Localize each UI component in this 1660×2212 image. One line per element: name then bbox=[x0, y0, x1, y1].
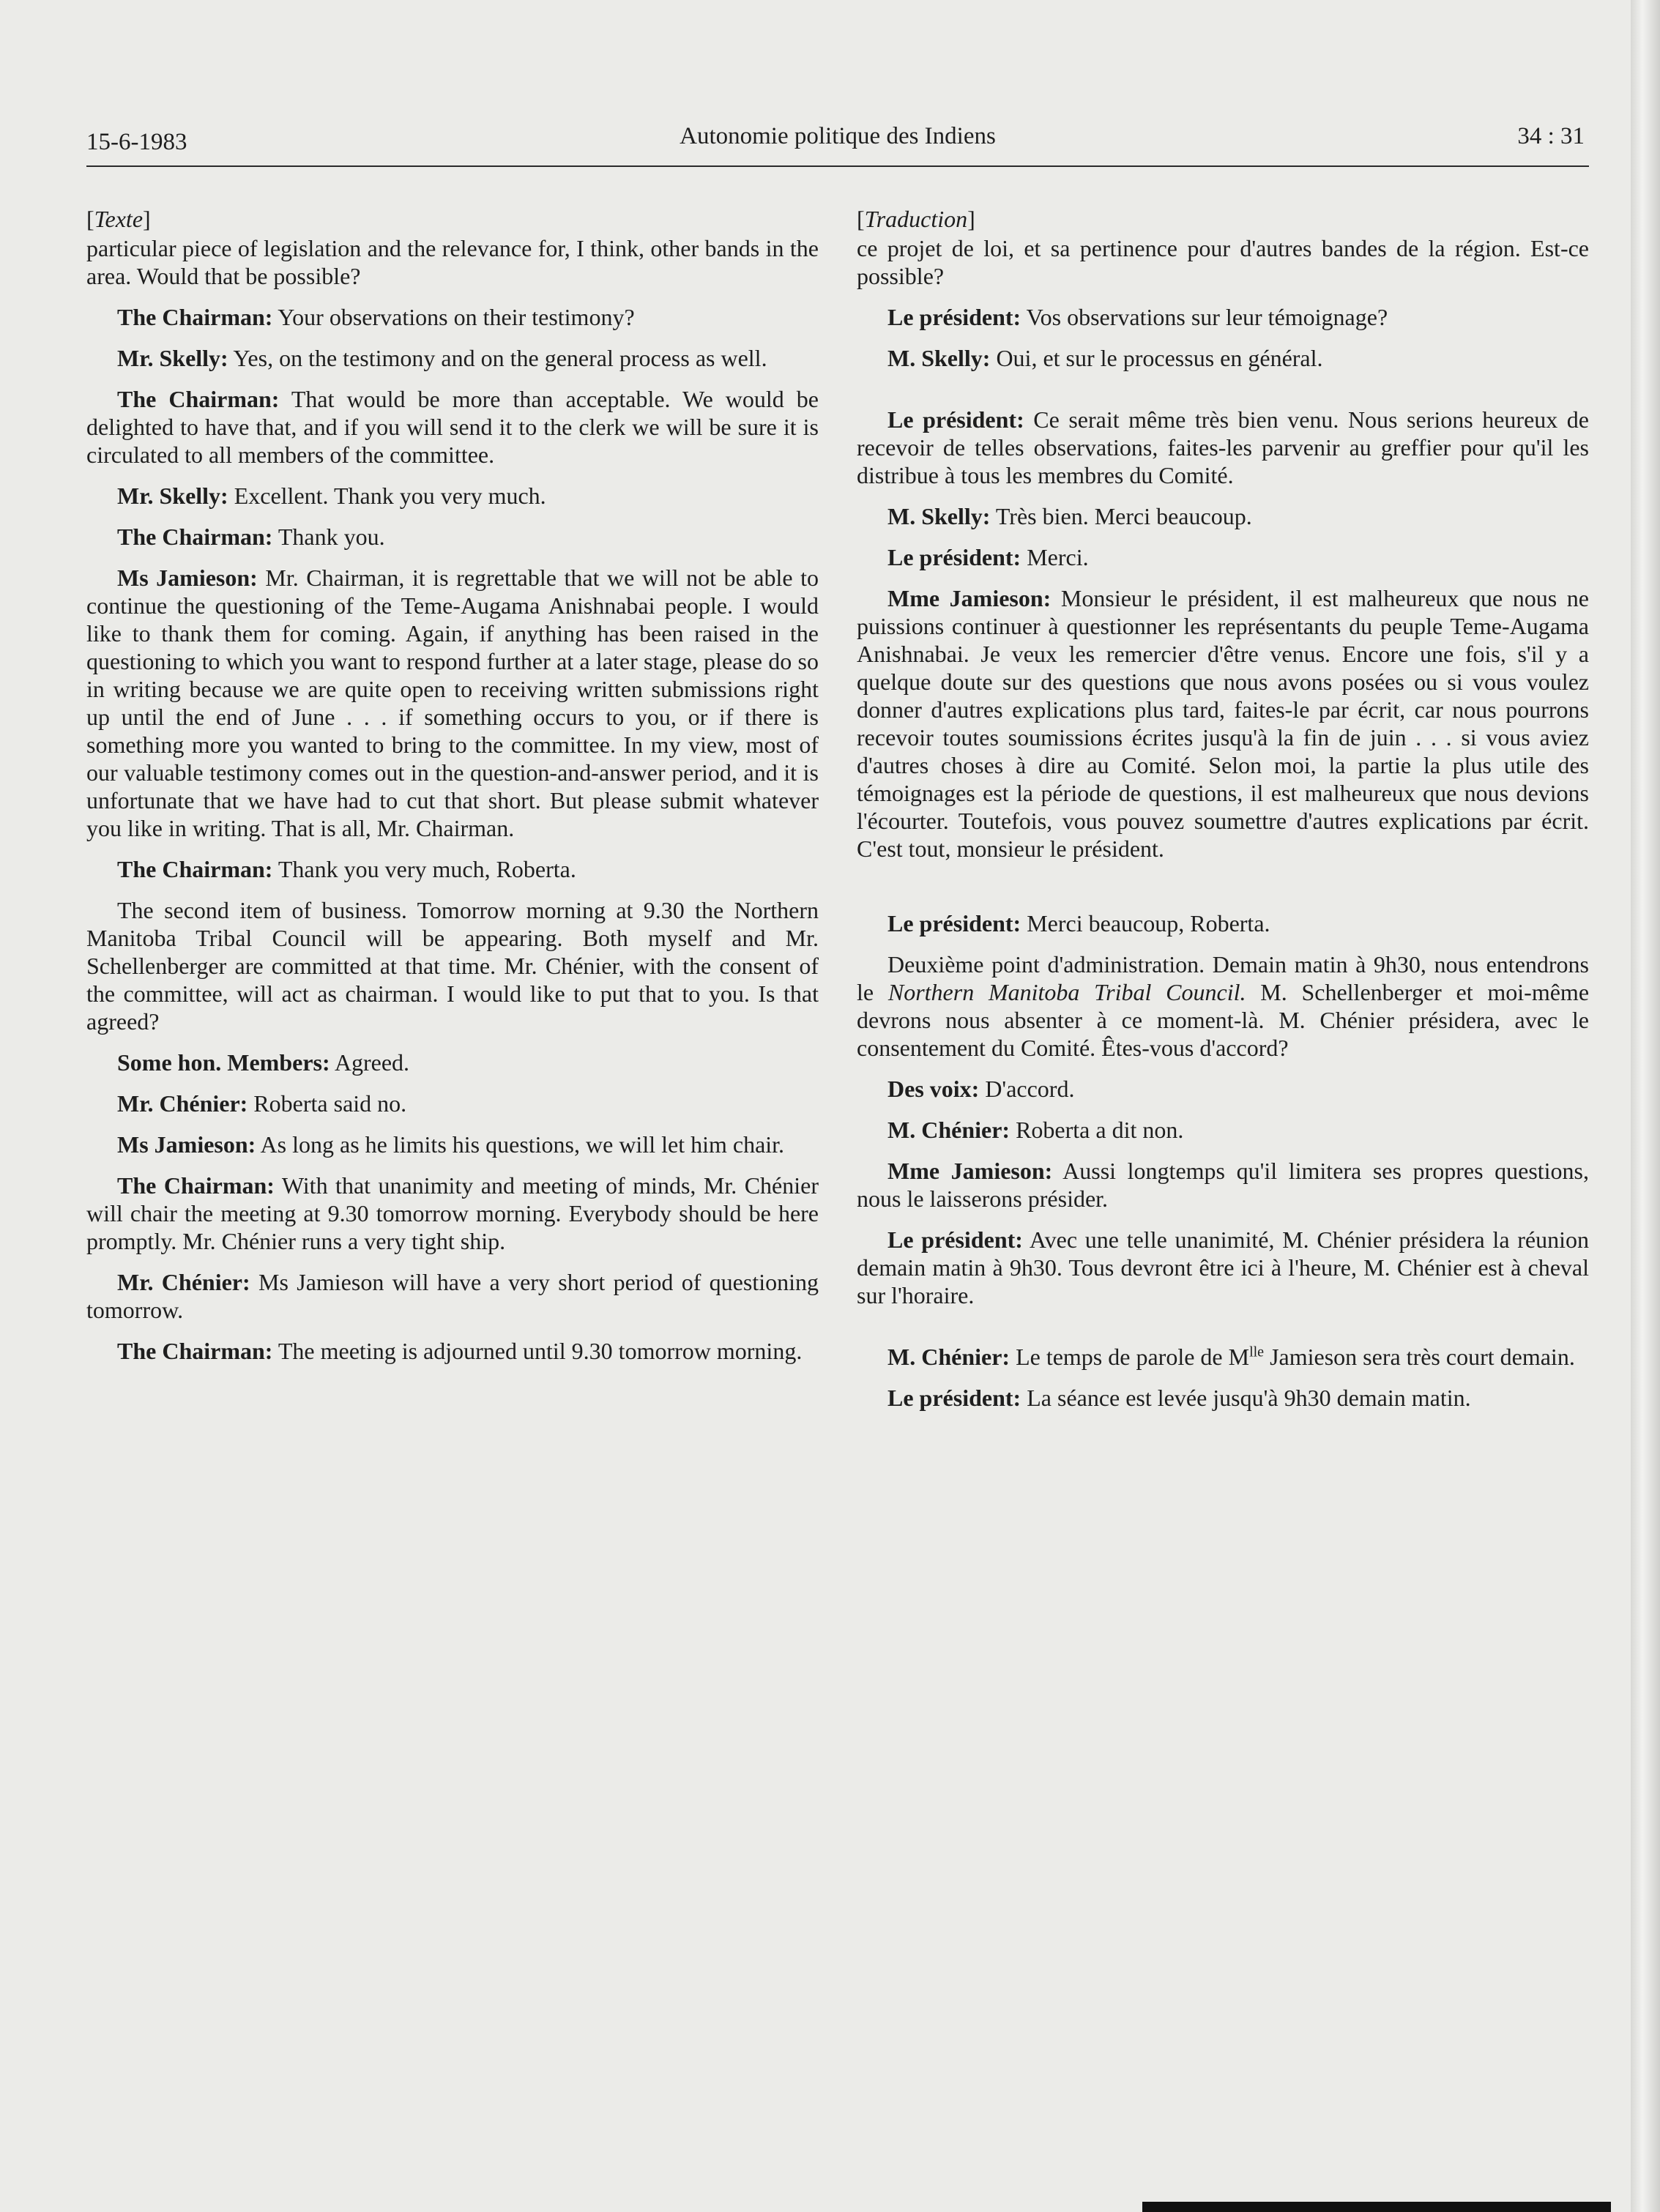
speaker: Mr. Skelly: bbox=[117, 345, 228, 371]
paragraph-text: Très bien. Merci beaucoup. bbox=[990, 503, 1252, 529]
paragraph bbox=[86, 1268, 819, 1324]
spacer bbox=[857, 876, 1589, 909]
paragraph bbox=[86, 385, 819, 469]
speaker: The Chairman: bbox=[117, 304, 273, 330]
paragraph bbox=[857, 406, 1589, 489]
paragraph bbox=[86, 1172, 819, 1255]
speaker: Le président: bbox=[887, 910, 1021, 936]
paragraph-text: particular piece of legislation and the relevance for, I think, other bands in the area. Would that be possible? bbox=[86, 235, 819, 289]
paragraph-text: Aussi longtemps qu'il limitera ses propres questions, nous le laisserons présider. bbox=[857, 1158, 1590, 1212]
speaker: Mme Jamieson: bbox=[887, 585, 1052, 611]
speaker: Ms Jamieson: bbox=[117, 565, 258, 591]
paragraph-text: That would be more than acceptable. We would be delighted to have that, and if you will send it to the clerk we will be sure it is circulated to all members of the committee. bbox=[86, 386, 819, 468]
english-column bbox=[86, 205, 819, 1378]
paragraph-text: The meeting is adjourned until 9.30 tomorrow morning. bbox=[272, 1338, 803, 1364]
paragraph-text: Excellent. Thank you very much. bbox=[228, 483, 546, 509]
paragraph bbox=[857, 584, 1589, 863]
speaker: Le président: bbox=[887, 1385, 1021, 1411]
column-tag: [Texte] bbox=[86, 206, 151, 232]
speaker: M. Skelly: bbox=[887, 503, 991, 529]
paragraph bbox=[86, 1090, 819, 1117]
speaker: M. Chénier: bbox=[887, 1344, 1010, 1370]
speaker: Mr. Skelly: bbox=[117, 483, 228, 509]
paragraph bbox=[86, 1131, 819, 1158]
superscript: lle bbox=[1249, 1344, 1265, 1360]
paragraph bbox=[857, 1075, 1589, 1103]
paragraph-text: Vos observations sur leur témoignage? bbox=[1021, 304, 1388, 330]
paragraph bbox=[857, 502, 1589, 530]
header-page-number: 34 : 31 bbox=[1517, 123, 1585, 149]
speaker: Des voix: bbox=[887, 1076, 980, 1102]
paragraph bbox=[857, 1116, 1589, 1144]
header-date: 15-6-1983 bbox=[86, 129, 187, 155]
paragraph-text: With that unanimity and meeting of minds, Mr. Chénier will chair the meeting at 9.30 tomorrow morning. Everybody should be here promptly. Mr. Chénier runs a very tight ship. bbox=[86, 1172, 819, 1254]
paragraph bbox=[86, 523, 819, 551]
paragraph-text: Roberta said no. bbox=[247, 1090, 407, 1117]
paragraph-text: Thank you. bbox=[272, 524, 385, 550]
speaker: Le président: bbox=[887, 544, 1021, 570]
paragraph-text: Monsieur le président, il est malheureux que nous ne puissions continuer à questionner les représentants du peuple Teme-Augama Anishnabai. Je veux les remercier d'être venus. Encore une fois, s'il y a quelque doute sur des questions que nous avons posées ou si vous voulez donner d'autres explications plus tard, faites-le par écrit, car nous pourrons recevoir toutes soumissions écrites jusqu'à la fin de juin . . . si vous aviez d'autres choses à dire au Comité. Selon moi, la partie la plus utile des témoignages est la période de questions, il est malheureux que nous devions l'écourter. Toutefois, vous pouvez soumettre d'autres explications par écrit. C'est tout, monsieur le président. bbox=[857, 585, 1590, 862]
speaker: Le président: bbox=[887, 304, 1021, 330]
speaker: Mr. Chénier: bbox=[117, 1269, 250, 1295]
paragraph-text: Ms Jamieson will have a very short period of questioning tomorrow. bbox=[86, 1269, 819, 1323]
speaker: The Chairman: bbox=[117, 386, 280, 412]
paragraph bbox=[857, 543, 1589, 571]
paragraph bbox=[86, 234, 819, 290]
speaker: The Chairman: bbox=[117, 1338, 273, 1364]
paragraph-text: Your observations on their testimony? bbox=[272, 304, 635, 330]
paragraph-text: Le temps de parole de M bbox=[1010, 1344, 1250, 1370]
bottom-strip bbox=[1142, 2202, 1611, 2212]
speaker: M. Chénier: bbox=[887, 1117, 1010, 1143]
speaker: The Chairman: bbox=[117, 1172, 275, 1199]
paragraph bbox=[86, 303, 819, 331]
paragraph-text: M. Schellenberger et moi-même devrons nous absenter à ce moment-là. M. Chénier présidera, avec le consentement du Comité. Êtes-vous d'accord? bbox=[857, 979, 1590, 1061]
paragraph bbox=[857, 1343, 1589, 1371]
speaker: Some hon. Members: bbox=[117, 1049, 330, 1076]
paragraph-text: Jamieson sera très court demain. bbox=[1264, 1344, 1575, 1370]
paragraph bbox=[86, 1337, 819, 1365]
speaker: M. Skelly: bbox=[887, 345, 991, 371]
paragraph-text: La séance est levée jusqu'à 9h30 demain matin. bbox=[1021, 1385, 1471, 1411]
paragraph-text: Deuxième point d'administration. Demain matin à 9h30, nous entendrons le bbox=[857, 951, 1589, 1005]
spacer bbox=[857, 385, 1589, 406]
header-title: Autonomie politique des Indiens bbox=[680, 123, 996, 149]
paragraph-text: Agreed. bbox=[330, 1049, 410, 1076]
paragraph bbox=[857, 1384, 1589, 1412]
paragraph bbox=[86, 896, 819, 1035]
speaker: The Chairman: bbox=[117, 524, 273, 550]
paragraph-text: Ce serait même très bien venu. Nous serions heureux de recevoir de telles observations, faites-les parvenir au greffier pour qu'il les distribue à tous les membres du Comité. bbox=[857, 406, 1590, 488]
paragraph bbox=[857, 303, 1589, 331]
speaker: Ms Jamieson: bbox=[117, 1131, 256, 1158]
spacer bbox=[857, 1322, 1589, 1343]
paragraph bbox=[86, 482, 819, 510]
paragraph bbox=[857, 1226, 1589, 1309]
paragraph bbox=[86, 344, 819, 372]
column-tag: [Traduction] bbox=[857, 206, 975, 232]
paragraph bbox=[857, 909, 1589, 937]
paragraph bbox=[857, 344, 1589, 372]
paragraph-text: Yes, on the testimony and on the general process as well. bbox=[228, 345, 767, 371]
paragraph-text: Merci. bbox=[1021, 544, 1089, 570]
paragraph bbox=[857, 234, 1589, 290]
paragraph bbox=[86, 564, 819, 842]
paragraph bbox=[857, 950, 1589, 1062]
page-edge bbox=[1631, 0, 1660, 2212]
column-tag-text: Texte bbox=[94, 206, 144, 232]
paragraph bbox=[857, 1157, 1589, 1213]
speaker: Le président: bbox=[887, 406, 1024, 433]
column-tag-text: Traduction bbox=[864, 206, 968, 232]
speaker: The Chairman: bbox=[117, 856, 273, 882]
paragraph bbox=[86, 1049, 819, 1076]
speaker: Mr. Chénier: bbox=[117, 1090, 248, 1117]
paragraph-text: D'accord. bbox=[979, 1076, 1075, 1102]
paragraph-emphasis: Northern Manitoba Tribal Council. bbox=[887, 979, 1246, 1005]
paragraph-text: As long as he limits his questions, we will let him chair. bbox=[256, 1131, 785, 1158]
paragraph-text: Roberta a dit non. bbox=[1010, 1117, 1184, 1143]
page-header bbox=[86, 122, 1589, 167]
paragraph-text: ce projet de loi, et sa pertinence pour d'autres bandes de la région. Est-ce possible? bbox=[857, 235, 1589, 289]
french-column bbox=[857, 205, 1589, 1425]
paragraph-text: Merci beaucoup, Roberta. bbox=[1021, 910, 1270, 936]
speaker: Mme Jamieson: bbox=[887, 1158, 1053, 1184]
paragraph-text: Thank you very much, Roberta. bbox=[272, 856, 576, 882]
paragraph-text: Oui, et sur le processus en général. bbox=[990, 345, 1323, 371]
speaker: Le président: bbox=[887, 1226, 1023, 1253]
paragraph-text: Mr. Chairman, it is regrettable that we will not be able to continue the questioning of the Teme-Augama Anishnabai people. I would like to thank them for coming. Again, if anything has been raised in the questioning to which you want to respond further at a later stage, please do so in writing because we are quite open to receiving written submissions right up until the end of June . . . if something occurs to you, or if there is something more you wanted to bring to the committee. In my view, most of our valuable testimony comes out in the question-and-answer period, and it is unfortunate that we have had to cut that short. But please submit whatever you like in writing. That is all, Mr. Chairman. bbox=[86, 565, 819, 841]
paragraph-text: Avec une telle unanimité, M. Chénier présidera la réunion demain matin à 9h30. Tous devront être ici à l'heure, M. Chénier est à cheval sur l'horaire. bbox=[857, 1226, 1590, 1308]
paragraph-text: The second item of business. Tomorrow morning at 9.30 the Northern Manitoba Tribal Council will be appearing. Both myself and Mr. Schellenberger are committed at that time. Mr. Chénier, with the consent of the committee, will act as chairman. I would like to put that to you. Is that agreed? bbox=[86, 897, 819, 1035]
paragraph bbox=[86, 855, 819, 883]
